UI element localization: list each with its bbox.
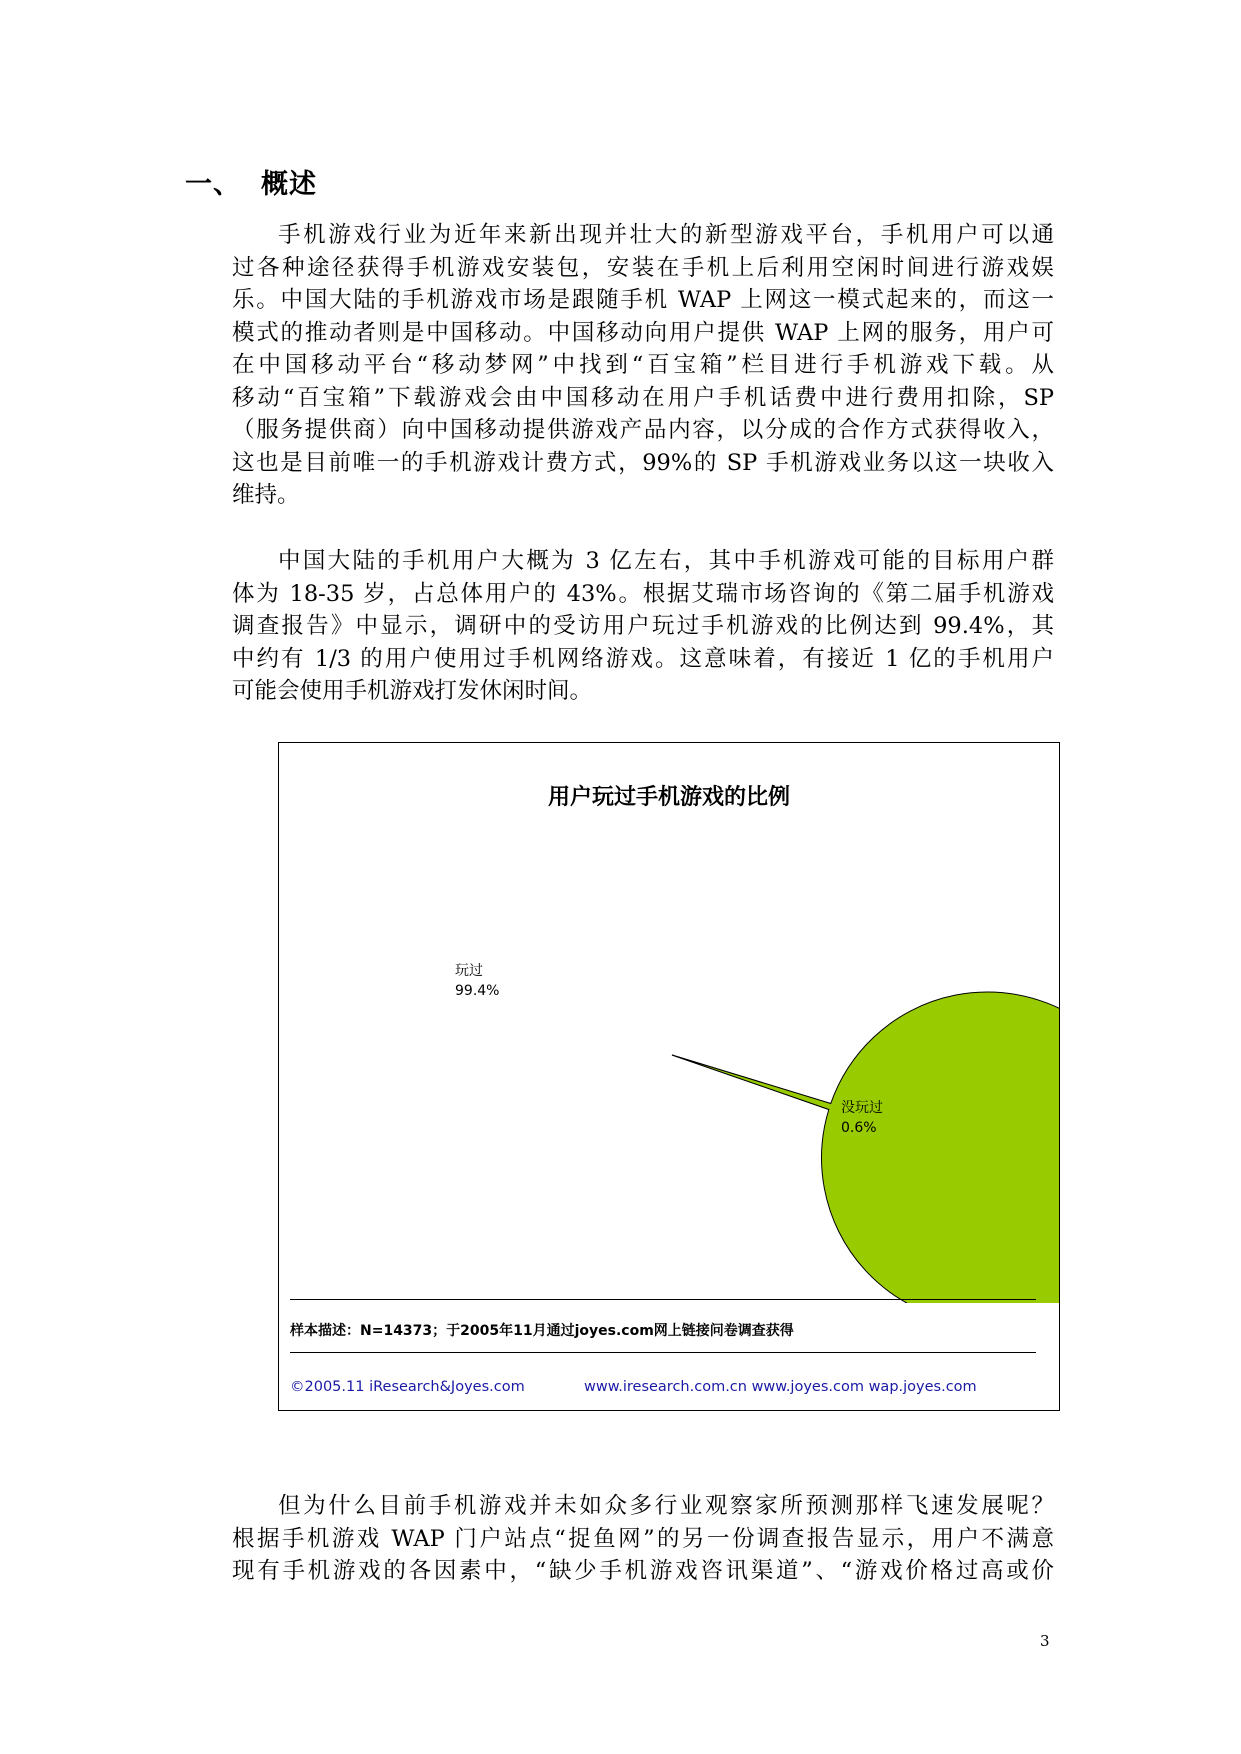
slice-label-not-played	[841, 1098, 883, 1138]
slice-label-not-played-name: 没玩过	[841, 1100, 883, 1116]
paragraph-line: 调查报告》中显示，调研中的受访用户玩过手机游戏的比例达到 99.4%，其	[232, 613, 1054, 639]
paragraph-line: 过各种途径获得手机游戏安装包，安装在手机上后利用空闲时间进行游戏娱	[232, 254, 1054, 281]
paragraph-line: 中国大陆的手机用户大概为 3 亿左右，其中手机游戏可能的目标用户群	[278, 548, 1054, 574]
paragraph-line: 现有手机游戏的各因素中，“缺少手机游戏咨讯渠道”、“游戏价格过高或价	[232, 1558, 1054, 1584]
slice-label-played	[455, 961, 499, 1001]
pie-slice-played	[672, 992, 1059, 1303]
paragraph-line: 手机游戏行业为近年来新出现并壮大的新型游戏平台，手机用户可以通	[278, 222, 1054, 248]
paragraph-line: （服务提供商）向中国移动提供游戏产品内容，以分成的合作方式获得收入，	[232, 417, 1054, 443]
paragraph-overview	[232, 219, 1054, 512]
pie-chart-figure	[278, 742, 1060, 1411]
paragraph-question	[232, 1490, 1054, 1588]
sample-note: 样本描述：N=14373；于2005年11月通过joyes.com网上链接问卷调查获得	[290, 1323, 794, 1339]
paragraph-line: 移动“百宝箱”下载游戏会由中国移动在用户手机话费中进行费用扣除，SP	[232, 384, 1054, 411]
section-heading	[185, 162, 317, 201]
paragraph-line: 可能会使用手机游戏打发休闲时间。	[232, 678, 593, 704]
paragraph-line: 模式的推动者则是中国移动。中国移动向用户提供 WAP 上网的服务，用户可	[232, 319, 1054, 346]
section-number: 一、	[185, 169, 241, 200]
paragraph-line: 根据手机游戏 WAP 门户站点“捉鱼网”的另一份调查报告显示，用户不满意	[232, 1525, 1054, 1552]
paragraph-users	[232, 545, 1054, 708]
paragraph-line: 维持。	[232, 482, 300, 508]
section-title: 概述	[261, 169, 317, 200]
chart-divider	[290, 1352, 1036, 1353]
pie-chart	[279, 743, 1059, 1303]
copyright-footer: ©2005.11 iResearch&Joyes.com	[290, 1379, 525, 1395]
website-footer: www.iresearch.com.cn www.joyes.com wap.joyes.com	[584, 1379, 977, 1395]
paragraph-line: 中约有 1/3 的用户使用过手机网络游戏。这意味着，有接近 1 亿的手机用户	[232, 645, 1054, 672]
paragraph-line: 但为什么目前手机游戏并未如众多行业观察家所预测那样飞速发展呢？	[278, 1493, 1054, 1519]
chart-divider	[290, 1299, 1036, 1300]
slice-label-played-name: 玩过	[455, 963, 483, 979]
slice-label-played-value: 99.4%	[455, 983, 500, 999]
paragraph-line: 这也是目前唯一的手机游戏计费方式，99%的 SP 手机游戏业务以这一块收入	[232, 449, 1054, 476]
paragraph-line: 体为 18-35 岁，占总体用户的 43%。根据艾瑞市场咨询的《第二届手机游戏	[232, 580, 1054, 607]
page-number: 3	[1040, 1632, 1050, 1650]
paragraph-line: 在中国移动平台“移动梦网”中找到“百宝箱”栏目进行手机游戏下载。从	[232, 352, 1054, 378]
paragraph-line: 乐。中国大陆的手机游戏市场是跟随手机 WAP 上网这一模式起来的，而这一	[232, 287, 1054, 313]
slice-label-not-played-value: 0.6%	[841, 1120, 877, 1136]
chart-title: 用户玩过手机游戏的比例	[547, 785, 790, 810]
